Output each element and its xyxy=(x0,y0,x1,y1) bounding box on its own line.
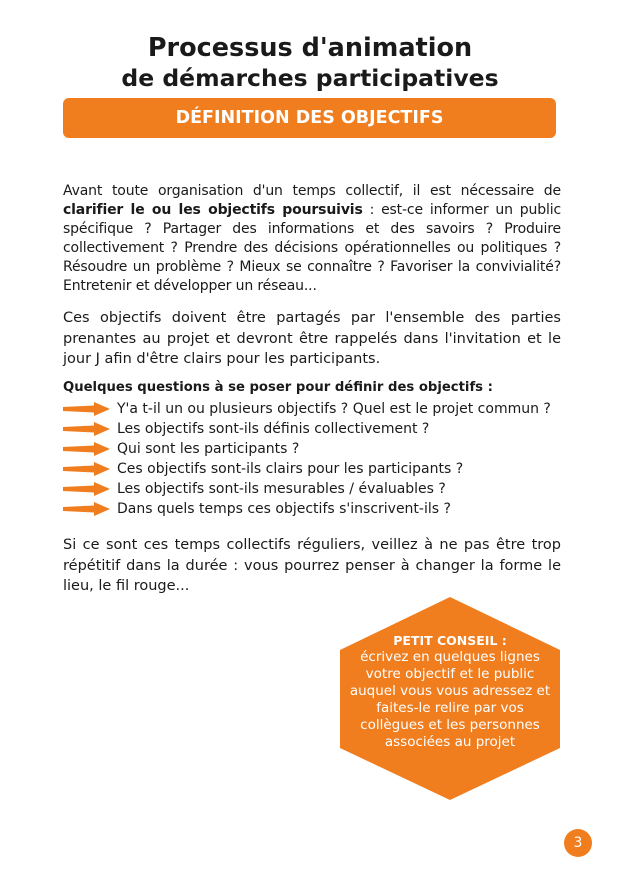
question-text: Dans quels temps ces objectifs s'inscrivent-ils ? xyxy=(117,501,451,517)
tip-line: associées au projet xyxy=(384,734,516,750)
tip-line: collègues et les personnes xyxy=(360,717,540,733)
list-item xyxy=(63,479,567,499)
questions-heading: Quelques questions à se poser pour définir des objectifs : xyxy=(63,380,493,395)
arrow-right-icon xyxy=(63,482,110,496)
closing-paragraph: Si ce sont ces temps collectifs réguliers, veillez à ne pas être trop répétitif dans la durée : vous pourrez penser à changer la forme le lieu, le fil rouge... xyxy=(63,537,561,594)
arrow-right-icon xyxy=(63,422,110,436)
section-banner xyxy=(63,98,556,138)
question-text: Qui sont les participants ? xyxy=(117,441,300,457)
tip-line: votre objectif et le public xyxy=(365,666,535,682)
intro-text-end: : est-ce informer un public spécifique ? Partager des informations et des savoirs ? Produire collectivement ? Prendre des décisions opérationnelles ou politiques ? Résoudre un problème ? Mieux se connaître ? Favoriser la convivialité? Entretenir et développer un réseau... xyxy=(63,202,561,294)
arrow-right-icon xyxy=(63,502,110,516)
page-title: Processus d'animation xyxy=(147,33,473,63)
tip-box xyxy=(340,632,560,751)
tip-line: écrivez en quelques lignes xyxy=(360,649,540,665)
arrow-right-icon xyxy=(63,442,110,456)
tip-title: PETIT CONSEIL : xyxy=(393,633,507,648)
page-subtitle: de démarches participatives xyxy=(121,64,499,92)
sharing-paragraph: Ces objectifs doivent être partagés par l'ensemble des parties prenantes au projet et devront être rappelés dans l'invitation et le jour J afin d'être clairs pour les participants. xyxy=(63,310,561,367)
section-heading: DÉFINITION DES OBJECTIFS xyxy=(175,108,444,128)
tip-line: auquel vous vous adressez et xyxy=(349,683,551,699)
question-text: Y'a t-il un ou plusieurs objectifs ? Quel est le projet commun ? xyxy=(117,401,551,417)
tip-line: faites-le relire par vos xyxy=(376,700,524,716)
question-text: Ces objectifs sont-ils clairs pour les participants ? xyxy=(117,461,464,477)
list-item xyxy=(63,419,567,439)
arrow-right-icon xyxy=(63,402,110,416)
list-item xyxy=(63,399,567,419)
questions-list xyxy=(63,399,567,519)
list-item xyxy=(63,439,567,459)
page-number: 3 xyxy=(564,829,592,857)
question-text: Les objectifs sont-ils mesurables / évaluables ? xyxy=(117,481,446,497)
intro-paragraph xyxy=(63,182,561,296)
question-text: Les objectifs sont-ils définis collectivement ? xyxy=(117,421,430,437)
intro-text-start: Avant toute organisation d'un temps collectif, il est nécessaire de xyxy=(63,183,561,199)
arrow-right-icon xyxy=(63,462,110,476)
intro-emphasis: clarifier le ou les objectifs poursuivis xyxy=(63,202,363,218)
list-item xyxy=(63,499,567,519)
list-item xyxy=(63,459,567,479)
